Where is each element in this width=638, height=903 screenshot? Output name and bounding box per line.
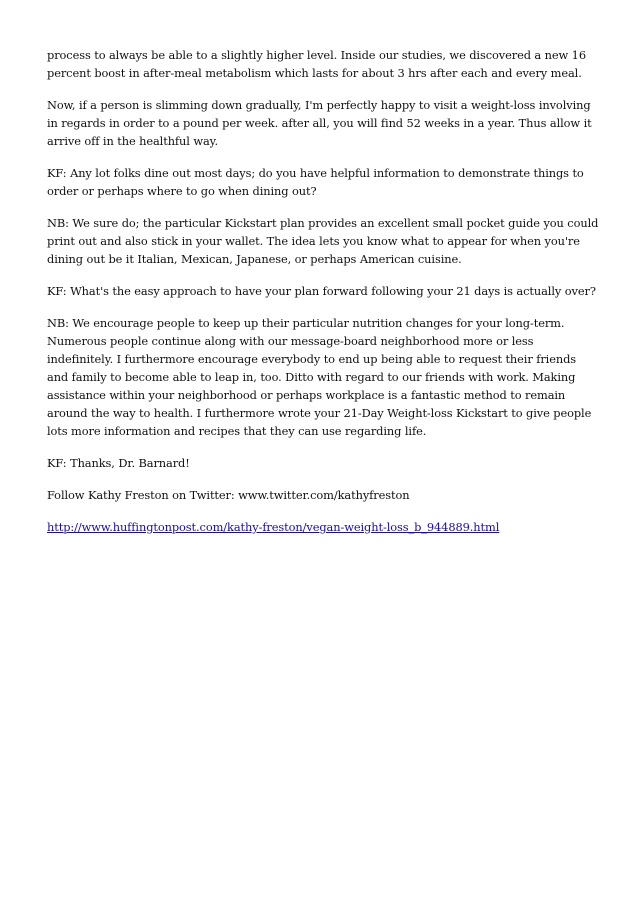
paragraph-question-after: KF: What's the easy approach to have your plan forward following your 21 days is actually over? — [47, 284, 596, 298]
paragraph-question-dining: KF: Any lot folks dine out most days; do you have helpful information to demonstrate things to order or perhaps where to go when dining out? — [47, 166, 584, 198]
paragraph-answer-after: NB: We encourage people to keep up their particular nutrition changes for your long-term. Numerous people continue along with our message-board neighborhood more or less indefinitely. I furthermore encourage everybody to end up being able to request their friends and family to become able to leap in, too. Ditto with regard to our friends with work. Making assistance within your neighborhood or perhaps workplace is a fantastic method to remain around the way to health. I furthermore wrote your 21-Day Weight-loss Kickstart to give people lots more information and recipes that they can use regarding life. — [47, 316, 592, 438]
document-page — [47, 46, 599, 550]
paragraph-answer-dining: NB: We sure do; the particular Kickstart plan provides an excellent small pocket guide you could print out and also stick in your wallet. The idea lets you know what to appear for when you're dining out be it Italian, Mexican, Japanese, or perhaps American cuisine. — [47, 216, 599, 266]
source-link-paragraph — [47, 518, 599, 536]
paragraph-metabolism: process to always be able to a slightly higher level. Inside our studies, we discovered a new 16 percent boost in after-meal metabolism which lasts for about 3 hrs after each and every meal. — [47, 48, 586, 80]
paragraph-slimming: Now, if a person is slimming down gradually, I'm perfectly happy to visit a weight-loss involving in regards in order to a pound per week. after all, you will find 52 weeks in a year. Thus allow it arrive off in the healthful way. — [47, 98, 592, 148]
paragraph-follow: Follow Kathy Freston on Twitter: www.twitter.com/kathyfreston — [47, 488, 410, 502]
source-link[interactable]: http://www.huffingtonpost.com/kathy-freston/vegan-weight-loss_b_944889.html — [47, 520, 500, 534]
paragraph-thanks: KF: Thanks, Dr. Barnard! — [47, 456, 190, 470]
